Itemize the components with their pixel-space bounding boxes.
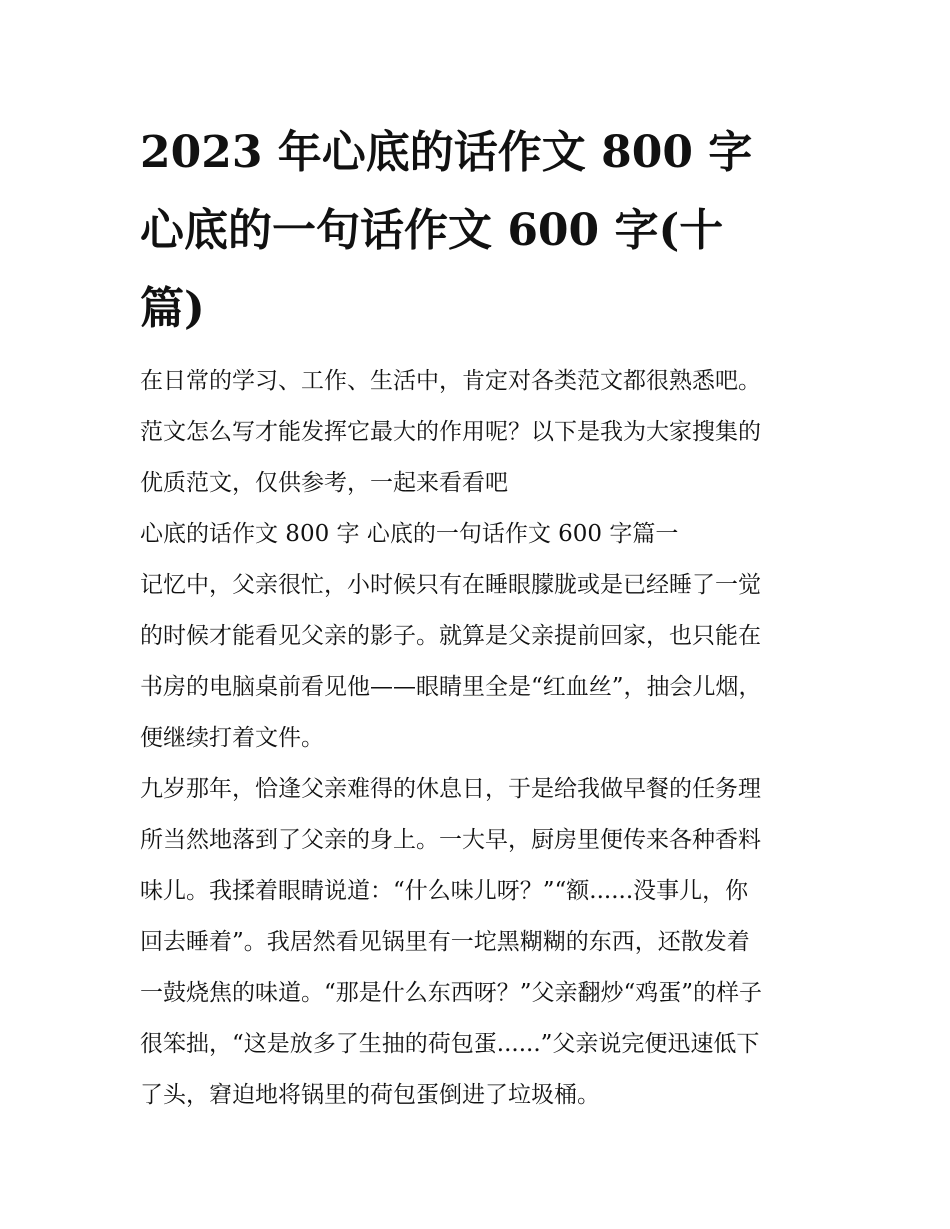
paragraph-2-line-6: 很笨拙，“这是放多了生抽的荷包蛋......”父亲说完便迅速低下: [140, 1031, 760, 1057]
paragraph-1: [140, 560, 820, 764]
paragraph-1-line-4: 便继续打着文件。: [140, 725, 324, 751]
section-heading-text: 心底的话作文 800 字 心底的一句话作文 600 字篇一: [140, 521, 679, 547]
document-title: [140, 114, 780, 348]
paragraph-1-line-3: 书房的电脑桌前看见他——眼睛里全是“红血丝”，抽会儿烟，: [140, 674, 762, 700]
paragraph-1-line-2: 的时候才能看见父亲的影子。就算是父亲提前回家，也只能在: [140, 623, 761, 649]
paragraph-2-line-5: 一鼓烧焦的味道。“那是什么东西呀？”父亲翻炒“鸡蛋”的样子: [140, 980, 763, 1006]
paragraph-2-line-3: 味儿。我揉着眼睛说道：“什么味儿呀？”“额......没事儿，你: [140, 878, 749, 904]
document-body: [140, 356, 820, 1121]
intro-paragraph: [140, 356, 820, 509]
paragraph-2-line-4: 回去睡着”。我居然看见锅里有一坨黑糊糊的东西，还散发着: [140, 929, 750, 955]
paragraph-1-line-1: 记忆中，父亲很忙，小时候只有在睡眼朦胧或是已经睡了一觉: [140, 572, 761, 598]
title-line-2: 心底的一句话作文 600 字(十: [140, 205, 724, 256]
title-line-3: 篇): [140, 283, 205, 334]
paragraph-2-line-1: 九岁那年，恰逢父亲难得的休息日，于是给我做早餐的任务理: [140, 776, 761, 802]
intro-line-1: 在日常的学习、工作、生活中，肯定对各类范文都很熟悉吧。: [140, 368, 761, 394]
paragraph-2-line-7: 了头，窘迫地将锅里的荷包蛋倒进了垃圾桶。: [140, 1082, 600, 1108]
intro-line-3: 优质范文，仅供参考，一起来看看吧: [140, 470, 508, 496]
section-heading: [140, 509, 820, 560]
paragraph-2: [140, 764, 820, 1121]
intro-line-2: 范文怎么写才能发挥它最大的作用呢？以下是我为大家搜集的: [140, 419, 761, 445]
paragraph-2-line-2: 所当然地落到了父亲的身上。一大早，厨房里便传来各种香料: [140, 827, 761, 853]
title-line-1: 2023 年心底的话作文 800 字: [140, 127, 753, 178]
